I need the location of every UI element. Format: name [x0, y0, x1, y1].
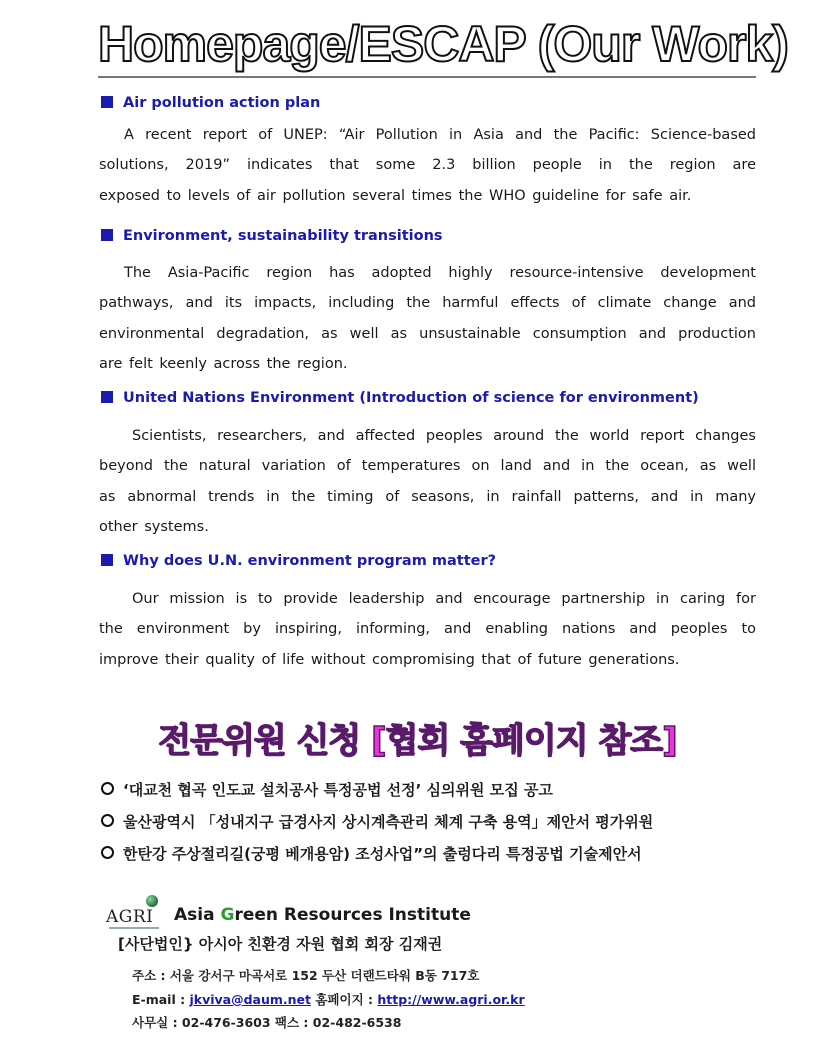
- homepage-link[interactable]: http://www.agri.or.kr: [377, 992, 525, 1007]
- text-line: exposed to levels of air pollution several times the WHO guideline for safe air.: [99, 187, 692, 204]
- text-line: are felt keenly across the region.: [99, 356, 348, 373]
- section-heading-why-matter: Why does U.N. environment program matter?: [101, 553, 496, 569]
- square-bullet-icon: [101, 96, 113, 108]
- address: 주소 : 서울 강서구 마곡서로 152 두산 더랜드타워 B동 717호: [132, 968, 480, 983]
- circle-bullet-icon: [101, 782, 114, 795]
- section-heading-environment: Environment, sustainability transitions: [101, 228, 443, 244]
- text-line: pathways, and its impacts, including the harmful effects of climate change and: [99, 295, 756, 312]
- text-line: Scientists, researchers, and affected peoples around the world report changes: [132, 428, 756, 444]
- phone-fax: 사무실 : 02-476-3603 팩스 : 02-482-6538: [132, 1015, 402, 1030]
- logo-underline: [109, 927, 159, 929]
- text-line: other systems.: [99, 519, 209, 536]
- logo-text: AGRI: [106, 907, 154, 927]
- section-body-environment: [99, 258, 756, 380]
- organization-name: Asia Green Resources Institute: [174, 905, 471, 925]
- square-bullet-icon: [101, 554, 113, 566]
- section-heading-air-pollution: Air pollution action plan: [101, 95, 320, 111]
- email-link[interactable]: jkviva@daum.net: [189, 992, 311, 1007]
- text-line: improve their quality of life without compromising that of future generations.: [99, 651, 680, 668]
- notice-item: 울산광역시 「성내지구 급경사지 상시계측관리 체계 구축 용역」제안서 평가위원: [101, 811, 653, 832]
- title-divider: [98, 76, 756, 78]
- section-body-why-matter: [99, 584, 756, 675]
- text-line: A recent report of UNEP: “Air Pollution in Asia and the Pacific: Science-based: [124, 127, 756, 143]
- expert-application-heading: 전문위원 신청 [협회 홈페이지 참조]: [158, 721, 677, 761]
- section-body-air-pollution: [99, 120, 756, 211]
- square-bullet-icon: [101, 229, 113, 241]
- section-body-un-environment: [99, 421, 756, 543]
- globe-icon: [146, 895, 158, 907]
- square-bullet-icon: [101, 391, 113, 403]
- agri-logo: [106, 895, 162, 935]
- contact-email-homepage: E-mail : jkviva@daum.net 홈페이지 : http://www.agri.or.kr: [132, 992, 525, 1007]
- text-line: solutions, 2019” indicates that some 2.3 billion people in the region are: [99, 157, 756, 174]
- circle-bullet-icon: [101, 814, 114, 827]
- text-line: Our mission is to provide leadership and encourage partnership in caring for: [132, 591, 756, 607]
- text-line: as abnormal trends in the timing of seasons, in rainfall patterns, and in many: [99, 488, 756, 505]
- text-line: the environment by inspiring, informing, and enabling nations and peoples to: [99, 621, 756, 638]
- text-line: environmental degradation, as well as unsustainable consumption and production: [99, 325, 756, 342]
- page-title: Homepage/ESCAP (Our Work): [98, 16, 788, 72]
- section-heading-un-environment: United Nations Environment (Introduction of science for environment): [101, 390, 699, 406]
- notice-item: ‘대교천 협곡 인도교 설치공사 특정공법 선정’ 심의위원 모집 공고: [101, 779, 553, 800]
- notice-item: 한탄강 주상절리길(궁평 베개용암) 조성사업”의 출렁다리 특정공법 기술제안서: [101, 843, 642, 864]
- text-line: beyond the natural variation of temperatures on land and in the ocean, as well: [99, 458, 756, 475]
- organization-korean-name: [사단법인} 아시아 친환경 자원 협회 회장 김재권: [118, 935, 443, 953]
- circle-bullet-icon: [101, 846, 114, 859]
- text-line: The Asia-Pacific region has adopted highly resource-intensive development: [124, 265, 756, 281]
